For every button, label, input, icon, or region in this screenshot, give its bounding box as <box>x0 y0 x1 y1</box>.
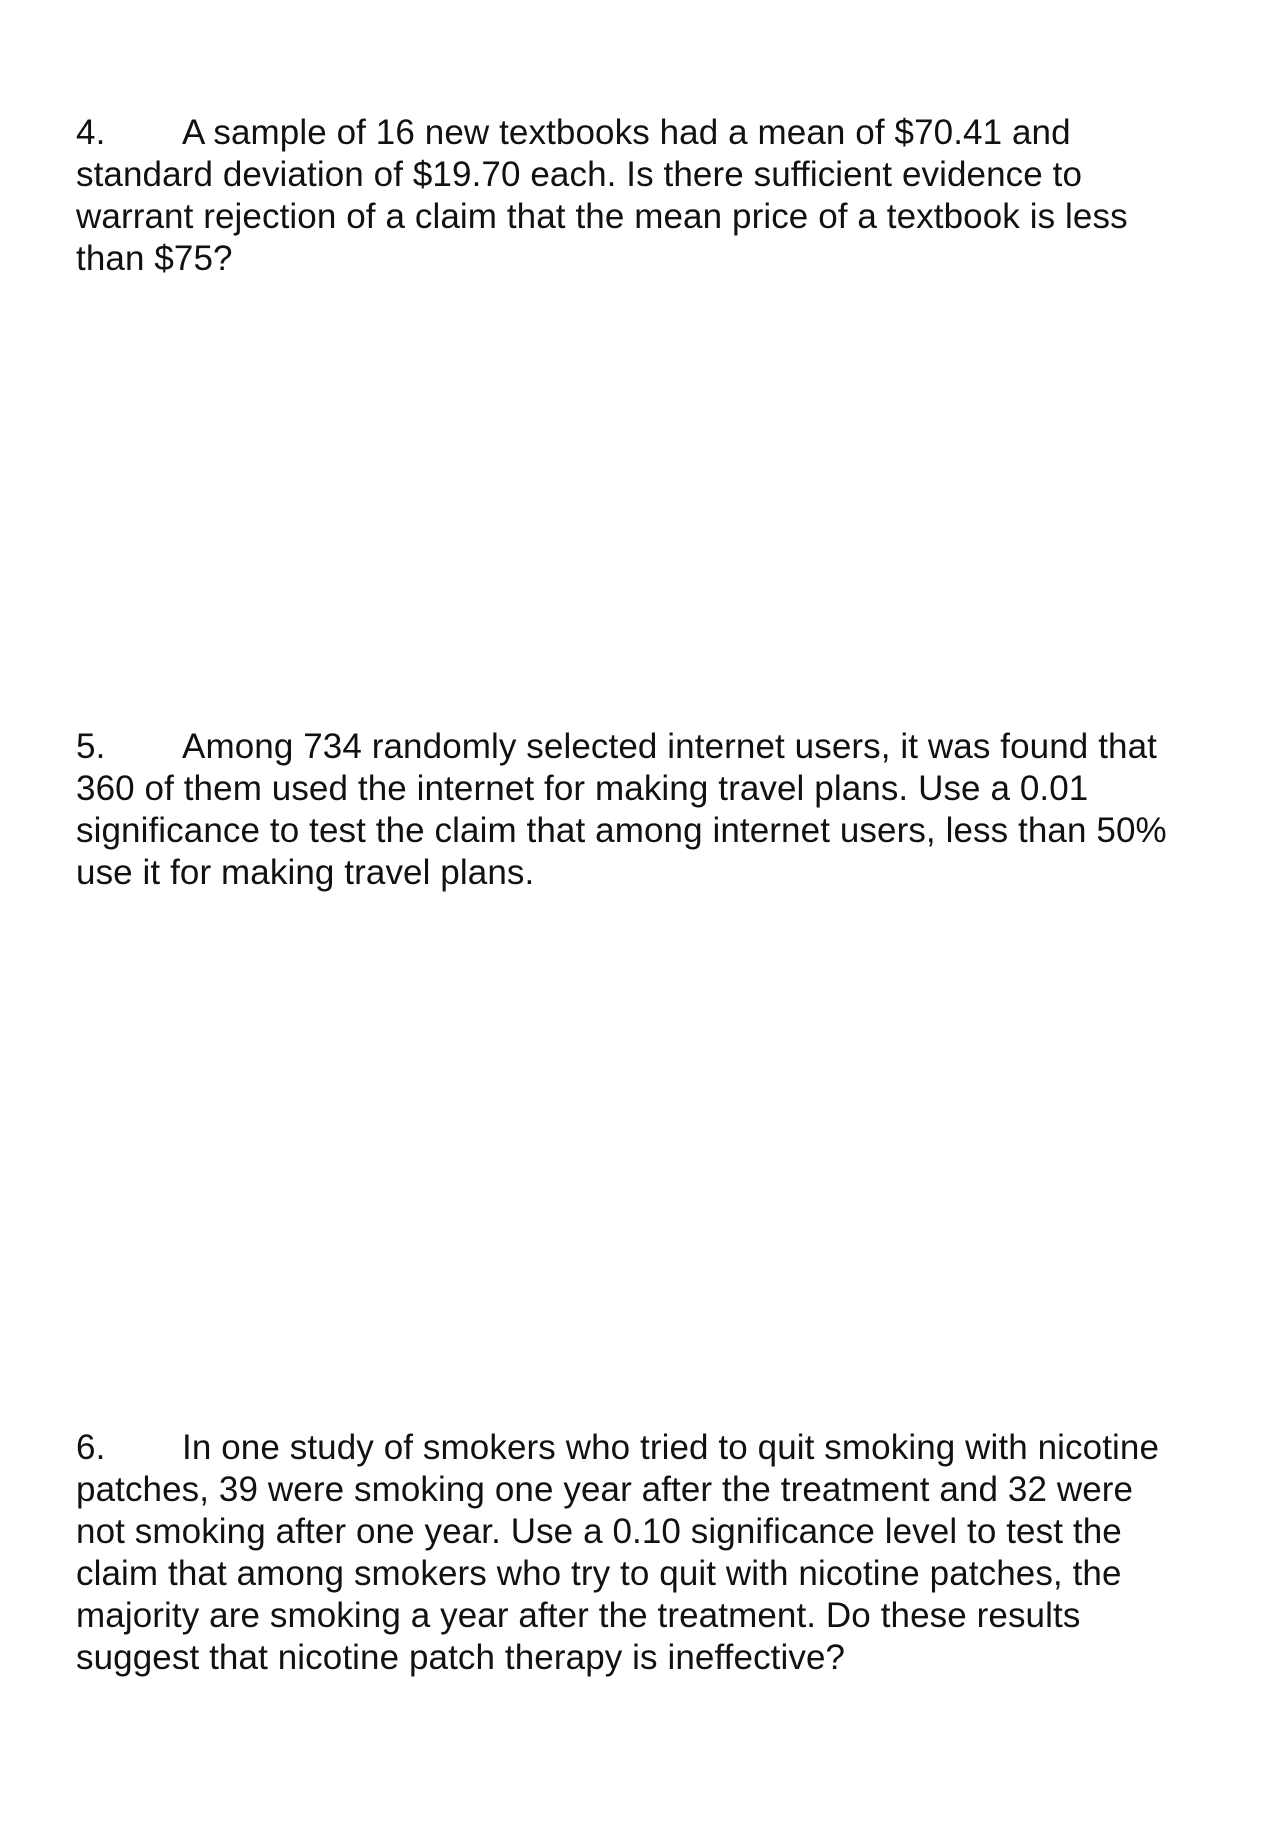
problem-6-line-2: patches, 39 were smoking one year after the treatment and 32 were <box>76 1470 1134 1509</box>
problem-4-line-1: 4. A sample of 16 new textbooks had a mean of $70.41 and <box>76 113 1071 152</box>
problem-6-line-3: not smoking after one year. Use a 0.10 significance level to test the <box>76 1512 1122 1551</box>
problem-5 <box>76 726 1216 894</box>
problem-6-line-1: 6. In one study of smokers who tried to quit smoking with nicotine <box>76 1428 1160 1467</box>
problem-6-line-5: majority are smoking a year after the treatment. Do these results <box>76 1596 1081 1635</box>
problem-4-line-4: than $75? <box>76 239 233 278</box>
problem-4-line-3: warrant rejection of a claim that the mean price of a textbook is less <box>76 197 1128 236</box>
problem-5-line-4: use it for making travel plans. <box>76 853 535 892</box>
problem-4-number: 4. <box>76 113 106 152</box>
problem-6-number: 6. <box>76 1428 106 1467</box>
problem-4 <box>76 112 1216 280</box>
problem-6-line-6: suggest that nicotine patch therapy is ineffective? <box>76 1638 846 1677</box>
problem-6-line-4: claim that among smokers who try to quit with nicotine patches, the <box>76 1554 1122 1593</box>
problem-5-number: 5. <box>76 727 106 766</box>
problem-4-line-2: standard deviation of $19.70 each. Is there sufficient evidence to <box>76 155 1083 194</box>
problem-5-line-2: 360 of them used the internet for making travel plans. Use a 0.01 <box>76 769 1089 808</box>
problem-5-line-3: significance to test the claim that among internet users, less than 50% <box>76 811 1167 850</box>
problem-5-line-1: 5. Among 734 randomly selected internet users, it was found that <box>76 727 1157 766</box>
problem-6 <box>76 1427 1216 1679</box>
